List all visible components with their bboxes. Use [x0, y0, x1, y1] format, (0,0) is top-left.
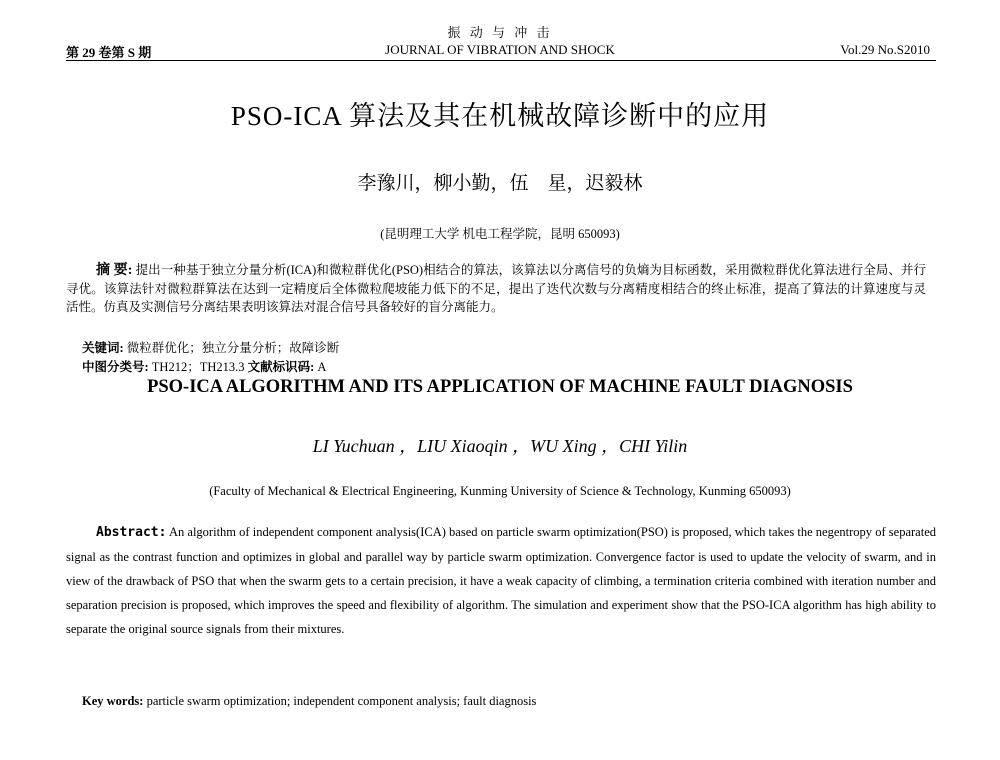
clc-value: TH212；TH213.3	[151, 360, 245, 374]
abstract-cn	[66, 261, 926, 316]
keywords-en-text: particle swarm optimization; independent component analysis; fault diagnosis	[146, 694, 537, 708]
abstract-en-text: An algorithm of independent component analysis(ICA) based on particle swarm optimization(PSO) is proposed, which takes the negentropy of separated signal as the contrast function and optimizes in global and parallel way by particle swarm optimization. Convergence factor is used to update the velocity of swarm, and in view of the drawback of PSO that when the swarm gets to a certain precision, it have a weak capacity of climbing, a termination criteria combined with iteration number and separation precision is proposed, which improves the speed and flexibility of algorithm. The simulation and experiment show that the PSO-ICA algorithm has high ability to separate the original source signals from their mixtures.	[66, 525, 936, 636]
header-rule	[66, 60, 936, 61]
affiliation-cn: (昆明理工大学 机电工程学院，昆明 650093)	[380, 227, 620, 241]
keywords-en-label: Key words:	[82, 694, 144, 708]
abstract-cn-label: 摘 要:	[96, 263, 133, 278]
issue-cn: 第 29 卷第 S 期	[66, 45, 152, 60]
authors-cn: 李豫川，柳小勤，伍 星，迟毅林	[357, 173, 643, 194]
keywords-cn	[82, 338, 339, 356]
abstract-cn-text: 提出一种基于独立分量分析(ICA)和微粒群优化(PSO)相结合的算法，该算法以分离信号的负熵为目标函数，采用微粒群优化算法进行全局、并行寻优。该算法针对微粒群算法在达到一定精度后全体微粒爬坡能力低下的不足，提出了迭代次数与分离精度相结合的终止标准，提高了算法的计算速度与灵活性。仿真及实测信号分离结果表明该算法对混合信号具备较好的盲分离能力。	[66, 263, 926, 314]
journal-name-cn: 振 动 与 冲 击	[447, 25, 553, 40]
abstract-en	[66, 520, 936, 641]
doc-code-value: A	[317, 360, 327, 374]
paper-title-en: PSO-ICA ALGORITHM AND ITS APPLICATION OF MACHINE FAULT DIAGNOSIS	[147, 377, 853, 397]
clc-label: 中图分类号:	[82, 360, 149, 374]
volume-info: Vol.29 No.S2010	[840, 42, 930, 57]
paper-title-cn: PSO-ICA 算法及其在机械故障诊断中的应用	[230, 101, 770, 131]
authors-en: LI Yuchuan ，LIU Xiaoqin ，WU Xing ，CHI Yilin	[312, 436, 688, 456]
abstract-en-label: Abstract:	[96, 525, 167, 540]
classification-line	[82, 357, 326, 375]
keywords-cn-text: 微粒群优化；独立分量分析；故障诊断	[126, 341, 340, 355]
journal-name-en: JOURNAL OF VIBRATION AND SHOCK	[385, 42, 615, 57]
keywords-cn-label: 关键词:	[82, 341, 124, 355]
affiliation-en: (Faculty of Mechanical & Electrical Engineering, Kunming University of Science & Technology, Kunming 650093)	[209, 484, 791, 498]
keywords-en	[82, 694, 536, 709]
doc-code-label: 文献标识码:	[247, 360, 315, 374]
